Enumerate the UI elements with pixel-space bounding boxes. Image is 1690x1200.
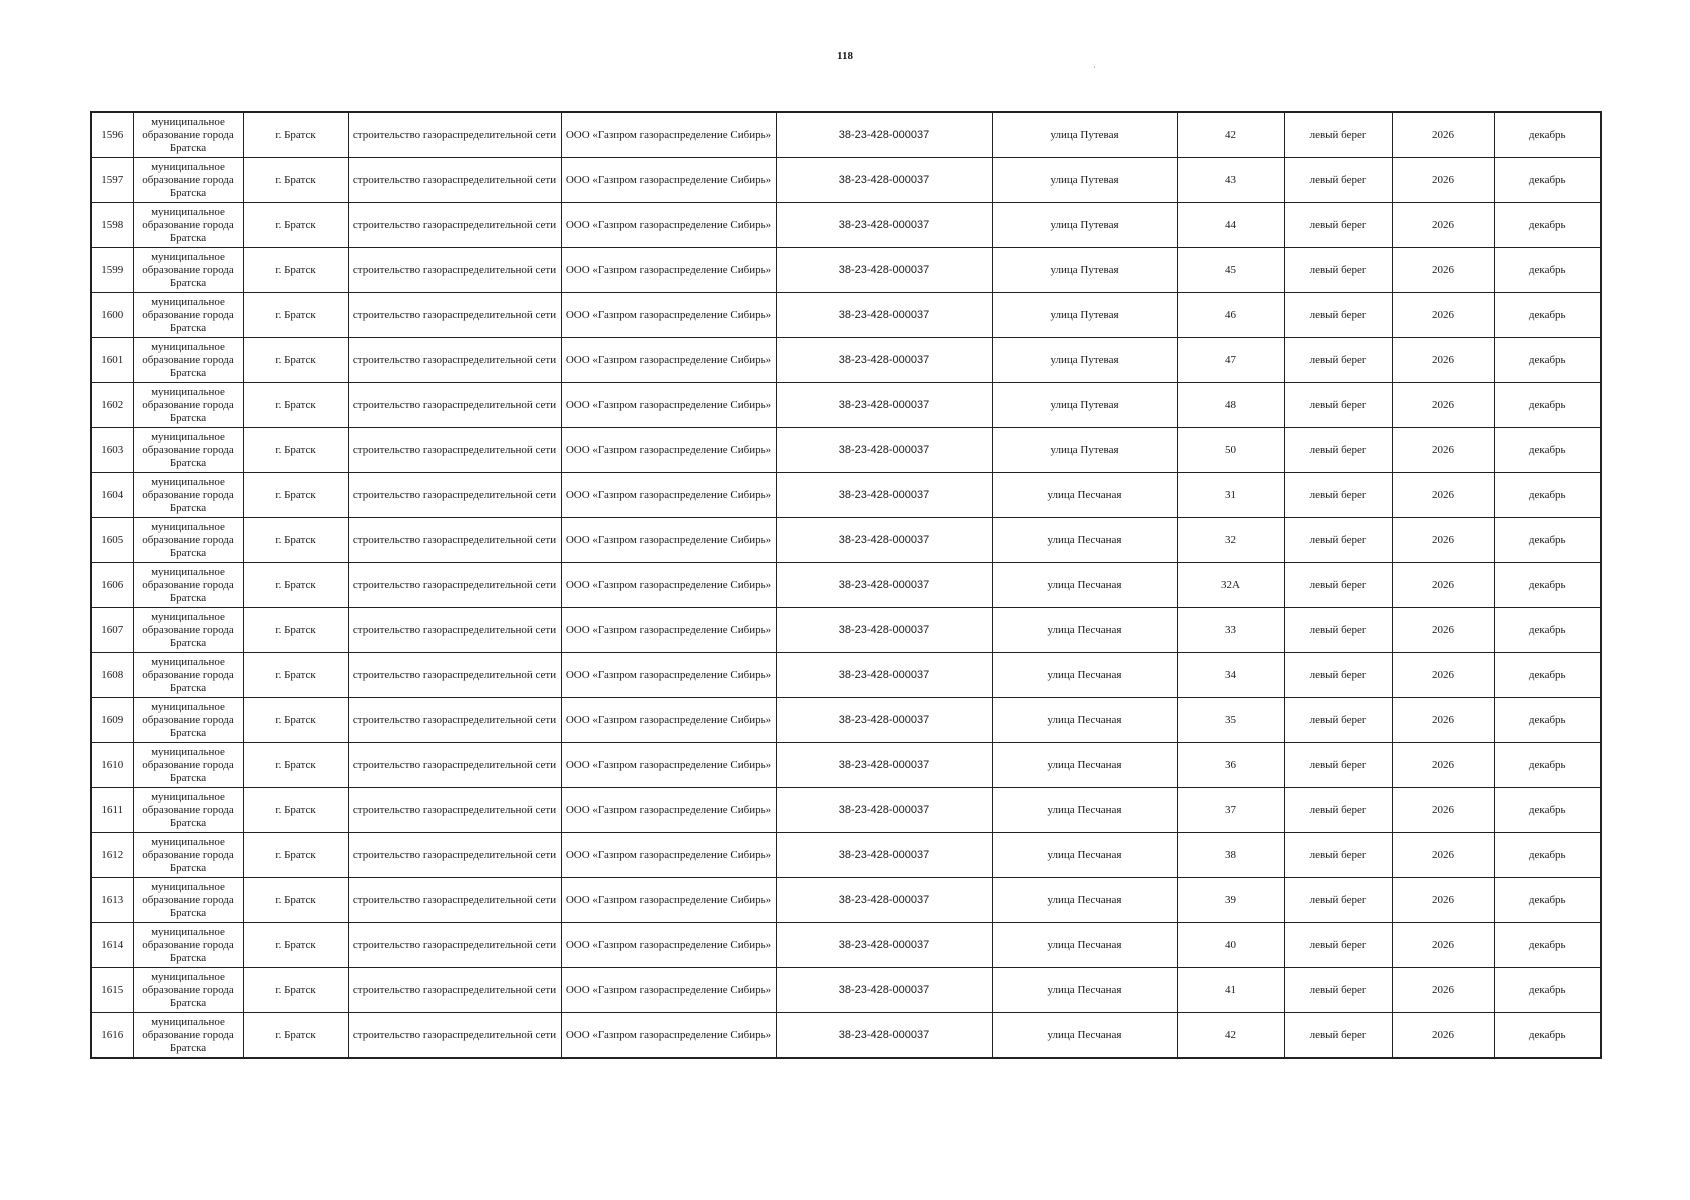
table-row — [91, 383, 1601, 428]
cell-operator: ООО «Газпром газораспределение Сибирь» — [561, 428, 776, 473]
cell-month: декабрь — [1494, 248, 1601, 293]
cell-municipality: муниципальное образование города Братска — [133, 428, 243, 473]
table-row — [91, 158, 1601, 203]
table-row — [91, 968, 1601, 1013]
cell-street: улица Путевая — [992, 338, 1177, 383]
cell-year: 2026 — [1392, 1013, 1494, 1059]
cell-work-type: строительство газораспределительной сети — [348, 698, 561, 743]
cell-network-code: 38-23-428-000037 — [776, 428, 992, 473]
cell-house-number: 40 — [1177, 923, 1284, 968]
cell-operator: ООО «Газпром газораспределение Сибирь» — [561, 158, 776, 203]
table-row — [91, 473, 1601, 518]
cell-municipality: муниципальное образование города Братска — [133, 878, 243, 923]
table-row — [91, 1013, 1601, 1059]
cell-river-bank: левый берег — [1284, 473, 1392, 518]
cell-year: 2026 — [1392, 653, 1494, 698]
cell-city: г. Братск — [243, 112, 348, 158]
cell-network-code: 38-23-428-000037 — [776, 698, 992, 743]
cell-city: г. Братск — [243, 563, 348, 608]
cell-operator: ООО «Газпром газораспределение Сибирь» — [561, 563, 776, 608]
cell-work-type: строительство газораспределительной сети — [348, 923, 561, 968]
table-row — [91, 923, 1601, 968]
cell-network-code: 38-23-428-000037 — [776, 878, 992, 923]
cell-river-bank: левый берег — [1284, 968, 1392, 1013]
cell-work-type: строительство газораспределительной сети — [348, 1013, 561, 1059]
cell-house-number: 32А — [1177, 563, 1284, 608]
cell-month: декабрь — [1494, 653, 1601, 698]
table-row — [91, 293, 1601, 338]
cell-network-code: 38-23-428-000037 — [776, 608, 992, 653]
table-row — [91, 518, 1601, 563]
cell-network-code: 38-23-428-000037 — [776, 833, 992, 878]
cell-river-bank: левый берег — [1284, 698, 1392, 743]
cell-year: 2026 — [1392, 112, 1494, 158]
cell-row-number: 1598 — [91, 203, 133, 248]
cell-year: 2026 — [1392, 518, 1494, 563]
cell-river-bank: левый берег — [1284, 833, 1392, 878]
table-row — [91, 203, 1601, 248]
cell-operator: ООО «Газпром газораспределение Сибирь» — [561, 383, 776, 428]
cell-work-type: строительство газораспределительной сети — [348, 968, 561, 1013]
cell-month: декабрь — [1494, 833, 1601, 878]
cell-city: г. Братск — [243, 788, 348, 833]
cell-house-number: 48 — [1177, 383, 1284, 428]
cell-street: улица Песчаная — [992, 923, 1177, 968]
cell-house-number: 50 — [1177, 428, 1284, 473]
cell-river-bank: левый берег — [1284, 653, 1392, 698]
cell-operator: ООО «Газпром газораспределение Сибирь» — [561, 338, 776, 383]
cell-city: г. Братск — [243, 293, 348, 338]
cell-work-type: строительство газораспределительной сети — [348, 383, 561, 428]
cell-city: г. Братск — [243, 338, 348, 383]
cell-work-type: строительство газораспределительной сети — [348, 743, 561, 788]
cell-month: декабрь — [1494, 563, 1601, 608]
cell-network-code: 38-23-428-000037 — [776, 563, 992, 608]
cell-house-number: 31 — [1177, 473, 1284, 518]
cell-municipality: муниципальное образование города Братска — [133, 968, 243, 1013]
cell-network-code: 38-23-428-000037 — [776, 743, 992, 788]
cell-river-bank: левый берег — [1284, 1013, 1392, 1059]
cell-house-number: 34 — [1177, 653, 1284, 698]
cell-operator: ООО «Газпром газораспределение Сибирь» — [561, 743, 776, 788]
cell-month: декабрь — [1494, 518, 1601, 563]
cell-year: 2026 — [1392, 473, 1494, 518]
cell-house-number: 43 — [1177, 158, 1284, 203]
cell-city: г. Братск — [243, 428, 348, 473]
cell-municipality: муниципальное образование города Братска — [133, 293, 243, 338]
cell-month: декабрь — [1494, 923, 1601, 968]
cell-network-code: 38-23-428-000037 — [776, 203, 992, 248]
cell-row-number: 1607 — [91, 608, 133, 653]
cell-municipality: муниципальное образование города Братска — [133, 563, 243, 608]
cell-row-number: 1612 — [91, 833, 133, 878]
cell-city: г. Братск — [243, 203, 348, 248]
cell-month: декабрь — [1494, 473, 1601, 518]
cell-network-code: 38-23-428-000037 — [776, 653, 992, 698]
cell-work-type: строительство газораспределительной сети — [348, 203, 561, 248]
cell-year: 2026 — [1392, 338, 1494, 383]
cell-house-number: 37 — [1177, 788, 1284, 833]
cell-month: декабрь — [1494, 203, 1601, 248]
cell-operator: ООО «Газпром газораспределение Сибирь» — [561, 518, 776, 563]
cell-municipality: муниципальное образование города Братска — [133, 383, 243, 428]
cell-network-code: 38-23-428-000037 — [776, 1013, 992, 1059]
cell-row-number: 1615 — [91, 968, 133, 1013]
cell-row-number: 1597 — [91, 158, 133, 203]
cell-row-number: 1601 — [91, 338, 133, 383]
cell-river-bank: левый берег — [1284, 608, 1392, 653]
cell-river-bank: левый берег — [1284, 923, 1392, 968]
cell-city: г. Братск — [243, 608, 348, 653]
cell-row-number: 1609 — [91, 698, 133, 743]
cell-row-number: 1596 — [91, 112, 133, 158]
scan-artifact-mark: · — [1093, 62, 1096, 72]
cell-street: улица Путевая — [992, 112, 1177, 158]
cell-city: г. Братск — [243, 653, 348, 698]
cell-operator: ООО «Газпром газораспределение Сибирь» — [561, 833, 776, 878]
cell-work-type: строительство газораспределительной сети — [348, 878, 561, 923]
cell-house-number: 33 — [1177, 608, 1284, 653]
cell-year: 2026 — [1392, 248, 1494, 293]
cell-work-type: строительство газораспределительной сети — [348, 338, 561, 383]
cell-street: улица Песчаная — [992, 473, 1177, 518]
cell-city: г. Братск — [243, 743, 348, 788]
cell-operator: ООО «Газпром газораспределение Сибирь» — [561, 473, 776, 518]
cell-river-bank: левый берег — [1284, 112, 1392, 158]
cell-house-number: 45 — [1177, 248, 1284, 293]
cell-row-number: 1610 — [91, 743, 133, 788]
cell-municipality: муниципальное образование города Братска — [133, 112, 243, 158]
table-row — [91, 608, 1601, 653]
cell-row-number: 1600 — [91, 293, 133, 338]
cell-house-number: 42 — [1177, 112, 1284, 158]
cell-network-code: 38-23-428-000037 — [776, 338, 992, 383]
cell-year: 2026 — [1392, 743, 1494, 788]
cell-row-number: 1613 — [91, 878, 133, 923]
cell-house-number: 38 — [1177, 833, 1284, 878]
cell-month: декабрь — [1494, 428, 1601, 473]
cell-operator: ООО «Газпром газораспределение Сибирь» — [561, 653, 776, 698]
table-row — [91, 112, 1601, 158]
cell-month: декабрь — [1494, 293, 1601, 338]
cell-operator: ООО «Газпром газораспределение Сибирь» — [561, 698, 776, 743]
table-row — [91, 833, 1601, 878]
cell-year: 2026 — [1392, 878, 1494, 923]
cell-operator: ООО «Газпром газораспределение Сибирь» — [561, 923, 776, 968]
cell-city: г. Братск — [243, 158, 348, 203]
cell-month: декабрь — [1494, 158, 1601, 203]
cell-row-number: 1614 — [91, 923, 133, 968]
cell-year: 2026 — [1392, 563, 1494, 608]
cell-house-number: 41 — [1177, 968, 1284, 1013]
cell-year: 2026 — [1392, 158, 1494, 203]
cell-network-code: 38-23-428-000037 — [776, 473, 992, 518]
cell-year: 2026 — [1392, 833, 1494, 878]
cell-network-code: 38-23-428-000037 — [776, 788, 992, 833]
page-number: 118 — [837, 50, 853, 62]
cell-work-type: строительство газораспределительной сети — [348, 473, 561, 518]
cell-year: 2026 — [1392, 923, 1494, 968]
cell-municipality: муниципальное образование города Братска — [133, 833, 243, 878]
cell-municipality: муниципальное образование города Братска — [133, 788, 243, 833]
cell-work-type: строительство газораспределительной сети — [348, 293, 561, 338]
cell-month: декабрь — [1494, 788, 1601, 833]
cell-river-bank: левый берег — [1284, 158, 1392, 203]
cell-municipality: муниципальное образование города Братска — [133, 698, 243, 743]
cell-city: г. Братск — [243, 833, 348, 878]
table-body — [91, 112, 1601, 1058]
cell-street: улица Песчаная — [992, 518, 1177, 563]
cell-month: декабрь — [1494, 698, 1601, 743]
cell-operator: ООО «Газпром газораспределение Сибирь» — [561, 293, 776, 338]
cell-month: декабрь — [1494, 878, 1601, 923]
cell-municipality: муниципальное образование города Братска — [133, 248, 243, 293]
cell-river-bank: левый берег — [1284, 878, 1392, 923]
cell-year: 2026 — [1392, 203, 1494, 248]
table-row — [91, 653, 1601, 698]
cell-street: улица Песчаная — [992, 608, 1177, 653]
cell-work-type: строительство газораспределительной сети — [348, 428, 561, 473]
cell-city: г. Братск — [243, 968, 348, 1013]
cell-month: декабрь — [1494, 338, 1601, 383]
cell-city: г. Братск — [243, 383, 348, 428]
cell-network-code: 38-23-428-000037 — [776, 923, 992, 968]
cell-row-number: 1602 — [91, 383, 133, 428]
gasification-schedule-table — [90, 111, 1602, 1059]
cell-municipality: муниципальное образование города Братска — [133, 923, 243, 968]
cell-river-bank: левый берег — [1284, 203, 1392, 248]
cell-river-bank: левый берег — [1284, 383, 1392, 428]
cell-street: улица Песчаная — [992, 653, 1177, 698]
table-row — [91, 428, 1601, 473]
cell-year: 2026 — [1392, 293, 1494, 338]
table-row — [91, 743, 1601, 788]
table-row — [91, 563, 1601, 608]
cell-river-bank: левый берег — [1284, 518, 1392, 563]
cell-municipality: муниципальное образование города Братска — [133, 473, 243, 518]
table-row — [91, 698, 1601, 743]
cell-work-type: строительство газораспределительной сети — [348, 608, 561, 653]
cell-network-code: 38-23-428-000037 — [776, 158, 992, 203]
cell-river-bank: левый берег — [1284, 248, 1392, 293]
cell-row-number: 1604 — [91, 473, 133, 518]
cell-operator: ООО «Газпром газораспределение Сибирь» — [561, 203, 776, 248]
cell-house-number: 47 — [1177, 338, 1284, 383]
cell-municipality: муниципальное образование города Братска — [133, 1013, 243, 1059]
cell-network-code: 38-23-428-000037 — [776, 518, 992, 563]
cell-network-code: 38-23-428-000037 — [776, 968, 992, 1013]
cell-house-number: 42 — [1177, 1013, 1284, 1059]
table-row — [91, 878, 1601, 923]
table-row — [91, 788, 1601, 833]
cell-street: улица Песчаная — [992, 833, 1177, 878]
cell-operator: ООО «Газпром газораспределение Сибирь» — [561, 112, 776, 158]
cell-network-code: 38-23-428-000037 — [776, 293, 992, 338]
cell-operator: ООО «Газпром газораспределение Сибирь» — [561, 968, 776, 1013]
cell-row-number: 1608 — [91, 653, 133, 698]
cell-row-number: 1605 — [91, 518, 133, 563]
cell-street: улица Путевая — [992, 158, 1177, 203]
cell-city: г. Братск — [243, 923, 348, 968]
cell-river-bank: левый берег — [1284, 788, 1392, 833]
table-row — [91, 248, 1601, 293]
table-row — [91, 338, 1601, 383]
cell-row-number: 1606 — [91, 563, 133, 608]
cell-network-code: 38-23-428-000037 — [776, 383, 992, 428]
cell-row-number: 1603 — [91, 428, 133, 473]
cell-month: декабрь — [1494, 743, 1601, 788]
cell-municipality: муниципальное образование города Братска — [133, 653, 243, 698]
cell-river-bank: левый берег — [1284, 293, 1392, 338]
cell-work-type: строительство газораспределительной сети — [348, 563, 561, 608]
cell-street: улица Путевая — [992, 248, 1177, 293]
cell-row-number: 1611 — [91, 788, 133, 833]
cell-work-type: строительство газораспределительной сети — [348, 158, 561, 203]
cell-operator: ООО «Газпром газораспределение Сибирь» — [561, 248, 776, 293]
cell-month: декабрь — [1494, 968, 1601, 1013]
cell-year: 2026 — [1392, 428, 1494, 473]
cell-row-number: 1599 — [91, 248, 133, 293]
cell-year: 2026 — [1392, 698, 1494, 743]
cell-month: декабрь — [1494, 608, 1601, 653]
cell-street: улица Песчаная — [992, 563, 1177, 608]
cell-work-type: строительство газораспределительной сети — [348, 788, 561, 833]
cell-work-type: строительство газораспределительной сети — [348, 833, 561, 878]
cell-house-number: 32 — [1177, 518, 1284, 563]
cell-street: улица Песчаная — [992, 878, 1177, 923]
cell-city: г. Братск — [243, 518, 348, 563]
cell-river-bank: левый берег — [1284, 563, 1392, 608]
cell-city: г. Братск — [243, 248, 348, 293]
cell-city: г. Братск — [243, 698, 348, 743]
cell-house-number: 36 — [1177, 743, 1284, 788]
cell-street: улица Песчаная — [992, 1013, 1177, 1059]
cell-network-code: 38-23-428-000037 — [776, 112, 992, 158]
cell-work-type: строительство газораспределительной сети — [348, 653, 561, 698]
cell-street: улица Путевая — [992, 428, 1177, 473]
cell-work-type: строительство газораспределительной сети — [348, 112, 561, 158]
cell-month: декабрь — [1494, 383, 1601, 428]
cell-municipality: муниципальное образование города Братска — [133, 338, 243, 383]
cell-street: улица Песчаная — [992, 788, 1177, 833]
cell-city: г. Братск — [243, 878, 348, 923]
cell-operator: ООО «Газпром газораспределение Сибирь» — [561, 608, 776, 653]
cell-street: улица Путевая — [992, 383, 1177, 428]
cell-work-type: строительство газораспределительной сети — [348, 518, 561, 563]
cell-municipality: муниципальное образование города Братска — [133, 518, 243, 563]
cell-work-type: строительство газораспределительной сети — [348, 248, 561, 293]
cell-street: улица Песчаная — [992, 968, 1177, 1013]
cell-operator: ООО «Газпром газораспределение Сибирь» — [561, 788, 776, 833]
cell-operator: ООО «Газпром газораспределение Сибирь» — [561, 878, 776, 923]
cell-municipality: муниципальное образование города Братска — [133, 158, 243, 203]
cell-house-number: 46 — [1177, 293, 1284, 338]
cell-municipality: муниципальное образование города Братска — [133, 203, 243, 248]
cell-river-bank: левый берег — [1284, 338, 1392, 383]
cell-network-code: 38-23-428-000037 — [776, 248, 992, 293]
cell-house-number: 44 — [1177, 203, 1284, 248]
cell-river-bank: левый берег — [1284, 428, 1392, 473]
cell-street: улица Песчаная — [992, 743, 1177, 788]
cell-municipality: муниципальное образование города Братска — [133, 608, 243, 653]
cell-city: г. Братск — [243, 473, 348, 518]
cell-street: улица Песчаная — [992, 698, 1177, 743]
cell-year: 2026 — [1392, 788, 1494, 833]
cell-house-number: 39 — [1177, 878, 1284, 923]
cell-river-bank: левый берег — [1284, 743, 1392, 788]
cell-year: 2026 — [1392, 383, 1494, 428]
cell-row-number: 1616 — [91, 1013, 133, 1059]
cell-year: 2026 — [1392, 968, 1494, 1013]
cell-month: декабрь — [1494, 112, 1601, 158]
cell-house-number: 35 — [1177, 698, 1284, 743]
cell-street: улица Путевая — [992, 293, 1177, 338]
cell-street: улица Путевая — [992, 203, 1177, 248]
cell-month: декабрь — [1494, 1013, 1601, 1059]
cell-city: г. Братск — [243, 1013, 348, 1059]
cell-municipality: муниципальное образование города Братска — [133, 743, 243, 788]
cell-year: 2026 — [1392, 608, 1494, 653]
cell-operator: ООО «Газпром газораспределение Сибирь» — [561, 1013, 776, 1059]
